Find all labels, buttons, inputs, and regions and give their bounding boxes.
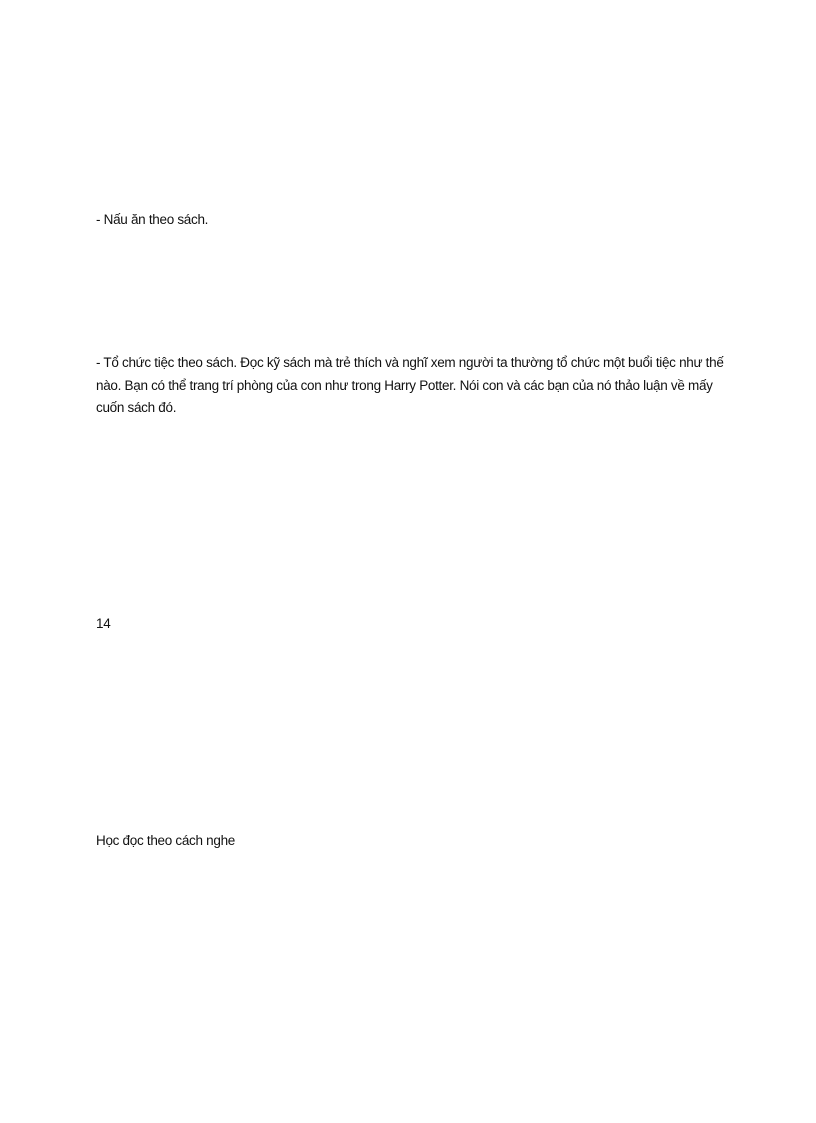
list-item-cooking: - Nấu ăn theo sách.	[96, 212, 209, 227]
list-item-party: - Tổ chức tiệc theo sách. Đọc kỹ sách mà trẻ thích và nghĩ xem người ta thường tổ chức một buổi tiệc như thế nào. Bạn có thể trang trí phòng của con như trong Harry Potter. Nói con và các bạn của nó thảo luận về mấy cuốn sách đó.	[96, 355, 724, 415]
section-heading: Học đọc theo cách nghe	[96, 833, 235, 848]
page-number: 14	[96, 616, 111, 631]
